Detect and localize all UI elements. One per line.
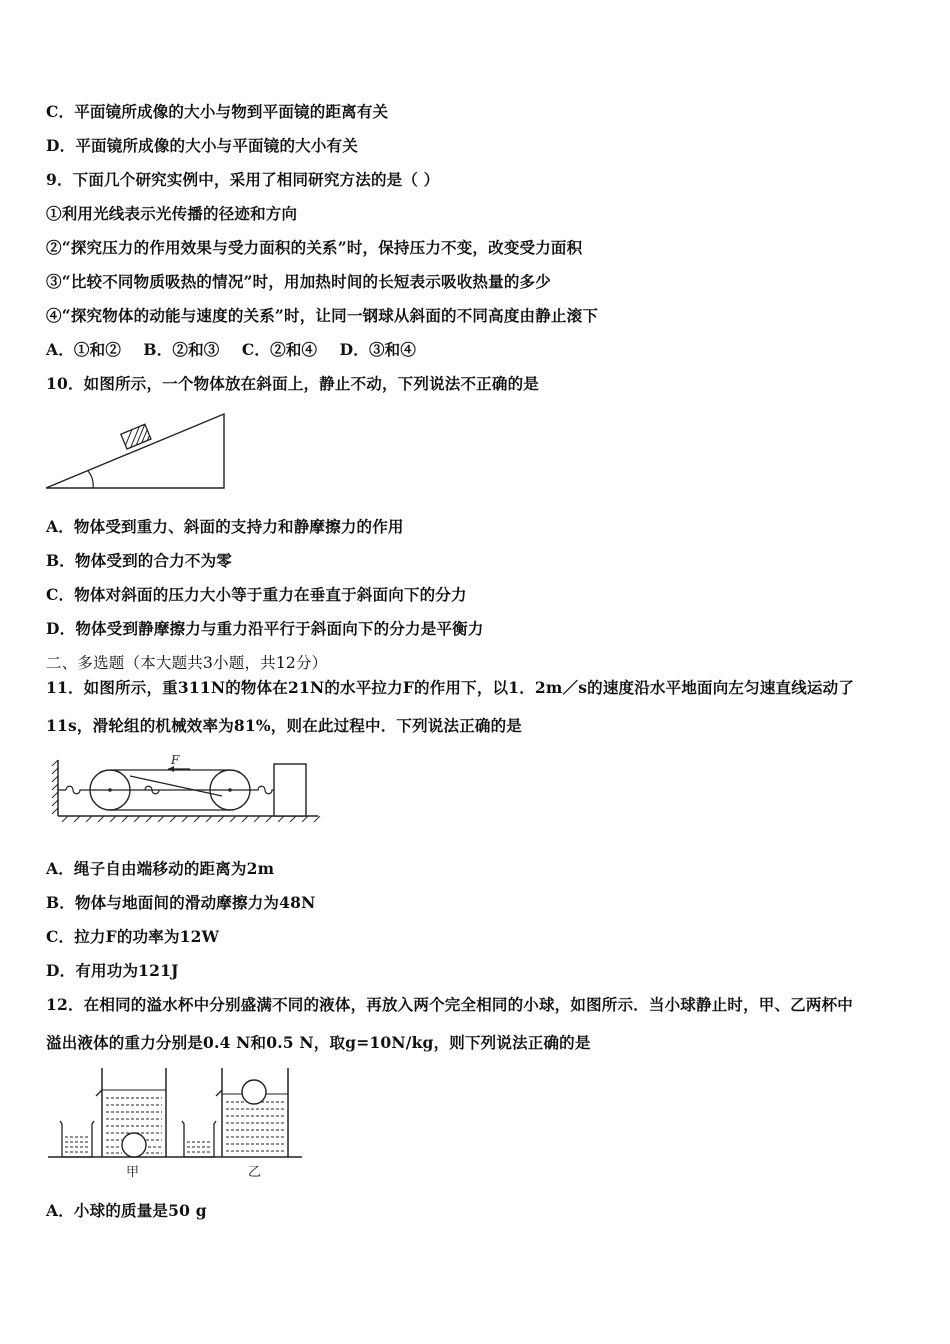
q12-stem-line-2: 溢出液体的重力分别是0.4 N和0.5 N，取g=10N/kg，则下列说法正确的是 bbox=[46, 1033, 591, 1052]
q9-item-1: ①利用光线表示光传播的径迹和方向 bbox=[46, 204, 298, 223]
label-yi: 乙 bbox=[248, 1165, 262, 1180]
q10-option-d: D．物体受到静摩擦力与重力沿平行于斜面向下的分力是平衡力 bbox=[46, 619, 484, 638]
section-title: 二、多选题（本大题共3小题，共12分） bbox=[46, 654, 328, 672]
q12-stem-line-1: 12．在相同的溢水杯中分别盛满不同的液体，再放入两个完全相同的小球，如图所示．当小球静止时，甲、乙两杯中 bbox=[46, 995, 853, 1014]
q11-option-c: C．拉力F的功率为12W bbox=[46, 927, 220, 946]
q8-option-c: C．平面镜所成像的大小与物到平面镜的距离有关 bbox=[46, 102, 389, 121]
q11-option-a: A．绳子自由端移动的距离为2m bbox=[46, 859, 275, 878]
q11-option-b: B．物体与地面间的滑动摩擦力为48N bbox=[46, 893, 316, 912]
incline-figure bbox=[44, 408, 234, 494]
q9-stem: 9．下面几个研究实例中，采用了相同研究方法的是（ ） bbox=[46, 170, 440, 189]
q10-option-a: A．物体受到重力、斜面的支持力和静摩擦力的作用 bbox=[46, 517, 404, 536]
q9-item-3: ③“比较不同物质吸热的情况”时，用加热时间的长短表示吸收热量的多少 bbox=[46, 272, 551, 291]
q11-stem-line-1: 11．如图所示，重311N的物体在21N的水平拉力F的作用下，以1．2m／s的速度沿水平地面向左匀速直线运动了 bbox=[46, 678, 855, 697]
force-label: F bbox=[171, 753, 180, 767]
q9-item-4: ④“探究物体的动能与速度的关系”时，让同一钢球从斜面的不同高度由静止滚下 bbox=[46, 306, 599, 325]
q9-options: A．①和② B．②和③ C．②和④ D．③和④ bbox=[46, 340, 417, 359]
q8-option-d: D．平面镜所成像的大小与平面镜的大小有关 bbox=[46, 136, 358, 155]
overflow-cups-figure bbox=[46, 1064, 306, 1182]
q10-stem: 10．如图所示，一个物体放在斜面上，静止不动，下列说法不正确的是 bbox=[46, 374, 539, 393]
q10-option-b: B．物体受到的合力不为零 bbox=[46, 551, 233, 570]
q11-option-d: D．有用功为121J bbox=[46, 961, 179, 980]
q10-option-c: C．物体对斜面的压力大小等于重力在垂直于斜面向下的分力 bbox=[46, 585, 467, 604]
q12-option-a: A．小球的质量是50 g bbox=[46, 1201, 207, 1220]
label-jia: 甲 bbox=[126, 1165, 140, 1180]
q11-stem-line-2: 11s，滑轮组的机械效率为81%，则在此过程中．下列说法正确的是 bbox=[46, 716, 522, 735]
q9-item-2: ②“探究压力的作用效果与受力面积的关系”时，保持压力不变，改变受力面积 bbox=[46, 238, 583, 257]
pulley-figure bbox=[50, 750, 322, 826]
